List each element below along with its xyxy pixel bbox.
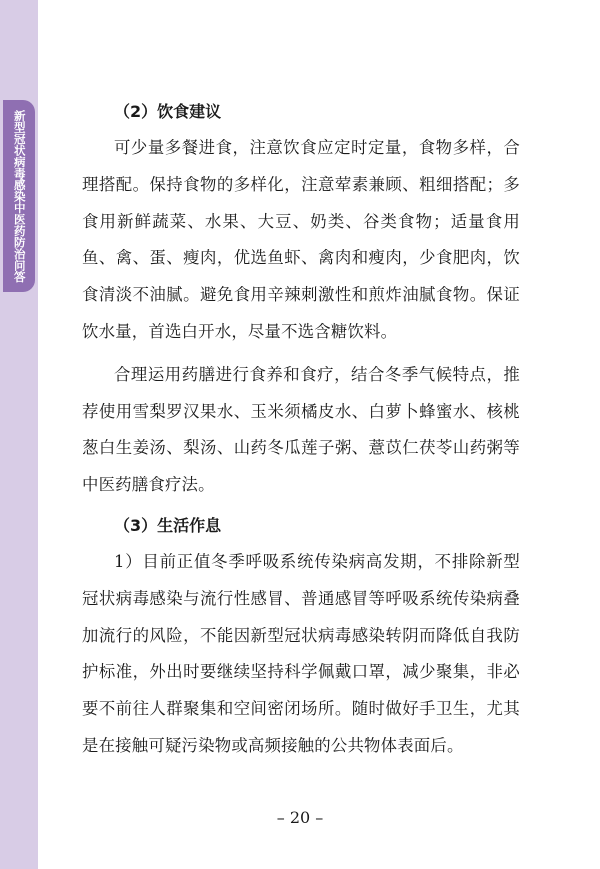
side-tab-strip	[0, 0, 38, 869]
paragraph-diet-medicinal: 合理运用药膳进行食养和食疗，结合冬季气候特点，推荐使用雪梨罗汉果水、玉米须橘皮水、白萝卜蜂蜜水、核桃葱白生姜汤、梨汤、山药冬瓜莲子粥、薏苡仁茯苓山药粥等中医药膳食疗法。	[82, 364, 520, 495]
section-heading-diet: （2）饮食建议	[114, 102, 222, 121]
section-heading-lifestyle: （3）生活作息	[114, 515, 222, 535]
paragraph-lifestyle-1: 1）目前正值冬季呼吸系统传染病高发期，不排除新型冠状病毒感染与流行性感冒、普通感冒等呼吸系统传染病叠加流行的风险，不能因新型冠状病毒感染转阴而降低自我防护标准，外出时要继续坚持科学佩戴口罩，减少聚集，非必要不前往人群聚集和空间密闭场所。随时做好手卫生，尤其是在接触可疑污染物或高频接触的公共物体表面后。	[82, 551, 520, 755]
side-tab-label-box	[3, 100, 35, 292]
book-title-tab: 新型冠状病毒感染中医药防治问答	[12, 109, 27, 283]
page-content	[82, 94, 520, 765]
page-number: – 20 –	[276, 808, 324, 827]
paragraph-diet-general: 可少量多餐进食，注意饮食应定时定量，食物多样，合理搭配。保持食物的多样化，注意荤素兼顾、粗细搭配；多食用新鲜蔬菜、水果、大豆、奶类、谷类食物；适量食用鱼、禽、蛋、瘦肉，优选鱼虾、禽肉和瘦肉，少食肥肉，饮食清淡不油腻。避免食用辛辣刺激性和煎炸油腻食物。保证饮水量，首选白开水，尽量不选含糖饮料。	[82, 138, 520, 341]
